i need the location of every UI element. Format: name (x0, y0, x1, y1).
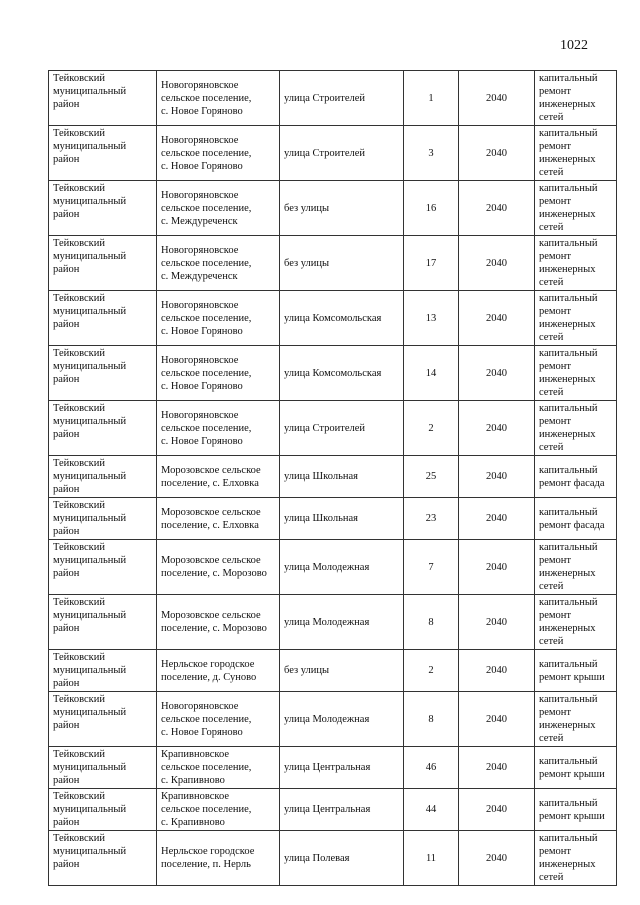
work-type-cell-line: сетей (539, 112, 564, 123)
year-cell: 2040 (459, 346, 535, 401)
house-number-cell: 46 (404, 747, 459, 789)
district-cell-line: муниципальный (53, 762, 127, 773)
settlement-cell-line: с. Новое Горяново (161, 325, 243, 337)
settlement-cell (157, 126, 280, 181)
work-type-cell-line: капитальный (539, 128, 598, 139)
settlement-cell (157, 831, 280, 886)
house-number-cell: 7 (404, 540, 459, 595)
district-cell-line: Тейковский (53, 791, 106, 802)
year-cell: 2040 (459, 692, 535, 747)
street-cell: улица Центральная (280, 789, 404, 831)
district-cell (49, 291, 157, 346)
work-type-cell-line: ремонт фасада (539, 477, 605, 489)
district-cell-line: Тейковский (53, 694, 106, 705)
district-cell-line: Тейковский (53, 500, 106, 511)
settlement-cell-line: Нерльское городское (161, 658, 255, 670)
street-cell: улица Центральная (280, 747, 404, 789)
work-type-cell (535, 126, 617, 181)
year-cell: 2040 (459, 595, 535, 650)
work-type-cell-line: капитальный (539, 833, 598, 844)
settlement-cell-line: сельское поселение, (161, 804, 252, 815)
district-cell-line: муниципальный (53, 251, 127, 262)
district-cell (49, 692, 157, 747)
work-type-cell (535, 831, 617, 886)
house-number-cell: 11 (404, 831, 459, 886)
year-cell: 2040 (459, 498, 535, 540)
work-type-cell-line: сетей (539, 167, 564, 178)
street-cell: без улицы (280, 236, 404, 291)
settlement-cell-line: поселение, с. Морозово (161, 568, 267, 579)
table-body (49, 71, 617, 886)
settlement-cell (157, 498, 280, 540)
work-type-cell-line: инженерных (539, 209, 596, 220)
settlement-cell-line: сельское поселение, (161, 257, 252, 269)
street-cell: улица Школьная (280, 498, 404, 540)
house-number-cell: 8 (404, 692, 459, 747)
district-cell-line: Тейковский (53, 403, 106, 414)
year-cell: 2040 (459, 291, 535, 346)
settlement-cell-line: с. Новое Горяново (161, 380, 243, 392)
settlement-cell-line: с. Междуреченск (161, 270, 238, 282)
house-number-cell: 2 (404, 650, 459, 692)
settlement-cell-line: сельское поселение, (161, 92, 252, 104)
year-cell: 2040 (459, 456, 535, 498)
district-cell (49, 498, 157, 540)
settlement-cell-line: сельское поселение, (161, 312, 252, 324)
house-number-cell: 8 (404, 595, 459, 650)
work-type-cell-line: капитальный (539, 73, 598, 84)
district-cell-line: муниципальный (53, 665, 127, 676)
settlement-cell-line: поселение, с. Елховка (161, 519, 259, 531)
district-cell (49, 346, 157, 401)
district-cell-line: Тейковский (53, 128, 106, 139)
work-type-cell (535, 401, 617, 456)
work-type-cell-line: ремонт крыши (539, 768, 605, 780)
street-cell: улица Полевая (280, 831, 404, 886)
work-type-cell-line: ремонт (539, 361, 572, 372)
settlement-cell-line: Морозовское сельское (161, 610, 261, 621)
settlement-cell (157, 456, 280, 498)
table-row (49, 692, 617, 747)
settlement-cell-line: Новогоряновское (161, 189, 239, 201)
work-type-cell-line: инженерных (539, 374, 596, 385)
work-type-cell-line: ремонт (539, 306, 572, 317)
settlement-cell-line: сельское поселение, (161, 713, 252, 725)
year-cell: 2040 (459, 747, 535, 789)
table-row (49, 71, 617, 126)
district-cell-line: район (53, 429, 80, 440)
district-cell-line: Тейковский (53, 238, 106, 249)
district-cell-line: муниципальный (53, 555, 127, 566)
house-number-cell: 3 (404, 126, 459, 181)
district-cell-line: Тейковский (53, 183, 106, 194)
street-cell: улица Строителей (280, 401, 404, 456)
work-type-cell-line: ремонт (539, 846, 572, 857)
settlement-cell-line: Морозовское сельское (161, 555, 261, 566)
settlement-cell-line: с. Новое Горяново (161, 160, 243, 172)
work-type-cell-line: ремонт крыши (539, 810, 605, 822)
house-number-cell: 2 (404, 401, 459, 456)
house-number-cell: 23 (404, 498, 459, 540)
district-cell-line: район (53, 678, 80, 689)
table-row (49, 595, 617, 650)
settlement-cell-line: сельское поселение, (161, 202, 252, 214)
district-cell-line: район (53, 209, 80, 220)
settlement-cell-line: с. Междуреченск (161, 215, 238, 227)
district-cell-line: Тейковский (53, 652, 106, 663)
work-type-cell-line: инженерных (539, 623, 596, 634)
work-type-cell-line: капитальный (539, 403, 598, 414)
district-cell-line: район (53, 99, 80, 110)
settlement-cell-line: с. Новое Горяново (161, 726, 243, 738)
settlement-cell-line: Новогоряновское (161, 354, 239, 366)
district-cell-line: Тейковский (53, 348, 106, 359)
house-number-cell: 17 (404, 236, 459, 291)
work-type-cell-line: ремонт (539, 555, 572, 566)
district-cell-line: район (53, 484, 80, 495)
work-type-cell-line: инженерных (539, 568, 596, 579)
work-type-cell-line: капитальный (539, 694, 598, 705)
work-type-cell (535, 747, 617, 789)
work-type-cell-line: капитальный (539, 755, 598, 767)
table-row (49, 181, 617, 236)
work-type-cell-line: капитальный (539, 797, 598, 809)
district-cell (49, 650, 157, 692)
district-cell-line: муниципальный (53, 86, 127, 97)
district-cell-line: муниципальный (53, 471, 127, 482)
house-number-cell: 16 (404, 181, 459, 236)
district-cell-line: район (53, 859, 80, 870)
work-type-cell (535, 71, 617, 126)
year-cell: 2040 (459, 789, 535, 831)
work-type-cell (535, 595, 617, 650)
year-cell: 2040 (459, 650, 535, 692)
work-type-cell-line: сетей (539, 442, 564, 453)
table-row (49, 747, 617, 789)
district-cell-line: Тейковский (53, 597, 106, 608)
work-type-cell-line: капитальный (539, 542, 598, 553)
work-type-cell-line: сетей (539, 387, 564, 398)
work-type-cell-line: капитальный (539, 464, 598, 476)
year-cell: 2040 (459, 831, 535, 886)
street-cell: без улицы (280, 650, 404, 692)
settlement-cell-line: сельское поселение, (161, 762, 252, 773)
settlement-cell-line: с. Крапивново (161, 775, 225, 786)
work-type-cell-line: капитальный (539, 597, 598, 608)
year-cell: 2040 (459, 236, 535, 291)
district-cell-line: муниципальный (53, 196, 127, 207)
settlement-cell (157, 71, 280, 126)
settlement-cell-line: Новогоряновское (161, 79, 239, 91)
district-cell-line: Тейковский (53, 458, 106, 469)
work-type-cell-line: сетей (539, 222, 564, 233)
district-cell-line: Тейковский (53, 73, 106, 84)
district-cell-line: муниципальный (53, 513, 127, 524)
house-number-cell: 14 (404, 346, 459, 401)
work-type-cell-line: инженерных (539, 859, 596, 870)
settlement-cell (157, 401, 280, 456)
street-cell: без улицы (280, 181, 404, 236)
work-type-cell-line: ремонт (539, 86, 572, 97)
district-cell-line: муниципальный (53, 416, 127, 427)
settlement-cell (157, 181, 280, 236)
district-cell (49, 236, 157, 291)
street-cell: улица Комсомольская (280, 291, 404, 346)
work-type-cell-line: сетей (539, 733, 564, 744)
settlement-cell-line: Новогоряновское (161, 700, 239, 712)
settlement-cell (157, 747, 280, 789)
district-cell-line: муниципальный (53, 141, 127, 152)
district-cell-line: муниципальный (53, 846, 127, 857)
work-type-cell-line: инженерных (539, 429, 596, 440)
settlement-cell-line: сельское поселение, (161, 147, 252, 159)
year-cell: 2040 (459, 401, 535, 456)
settlement-cell (157, 789, 280, 831)
settlement-cell-line: Морозовское сельское (161, 464, 261, 476)
district-cell (49, 831, 157, 886)
district-cell-line: Тейковский (53, 749, 106, 760)
settlement-cell-line: поселение, с. Елховка (161, 477, 259, 489)
work-type-cell-line: сетей (539, 277, 564, 288)
work-type-cell-line: ремонт крыши (539, 671, 605, 683)
district-cell-line: муниципальный (53, 306, 127, 317)
settlement-cell-line: с. Новое Горяново (161, 105, 243, 117)
district-cell-line: Тейковский (53, 293, 106, 304)
table-row (49, 401, 617, 456)
settlement-cell (157, 692, 280, 747)
district-cell (49, 71, 157, 126)
year-cell: 2040 (459, 71, 535, 126)
settlement-cell-line: Крапивновское (161, 791, 230, 802)
work-type-cell (535, 291, 617, 346)
work-type-cell-line: ремонт (539, 416, 572, 427)
table-row (49, 346, 617, 401)
table-row (49, 789, 617, 831)
settlement-cell-line: поселение, п. Нерль (161, 859, 251, 870)
work-type-cell-line: сетей (539, 872, 564, 883)
work-type-cell (535, 346, 617, 401)
settlement-cell-line: с. Крапивново (161, 817, 225, 828)
work-type-cell-line: капитальный (539, 183, 598, 194)
work-type-cell-line: капитальный (539, 238, 598, 249)
table-row (49, 236, 617, 291)
street-cell: улица Молодежная (280, 595, 404, 650)
work-type-cell-line: ремонт (539, 610, 572, 621)
work-type-cell (535, 236, 617, 291)
work-type-cell-line: инженерных (539, 319, 596, 330)
settlement-cell-line: сельское поселение, (161, 422, 252, 434)
year-cell: 2040 (459, 540, 535, 595)
street-cell: улица Молодежная (280, 540, 404, 595)
work-type-cell (535, 789, 617, 831)
house-number-cell: 25 (404, 456, 459, 498)
settlement-cell (157, 595, 280, 650)
settlement-cell-line: Новогоряновское (161, 244, 239, 256)
year-cell: 2040 (459, 181, 535, 236)
settlement-cell (157, 650, 280, 692)
district-cell-line: район (53, 623, 80, 634)
work-type-cell-line: ремонт (539, 196, 572, 207)
work-type-cell-line: ремонт фасада (539, 519, 605, 531)
district-cell (49, 181, 157, 236)
district-cell-line: район (53, 720, 80, 731)
year-cell: 2040 (459, 126, 535, 181)
settlement-cell (157, 346, 280, 401)
district-cell-line: Тейковский (53, 542, 106, 553)
settlement-cell-line: Новогоряновское (161, 134, 239, 146)
district-cell-line: муниципальный (53, 804, 127, 815)
settlement-cell-line: Новогоряновское (161, 299, 239, 311)
district-cell (49, 456, 157, 498)
district-cell-line: район (53, 154, 80, 165)
settlement-cell (157, 291, 280, 346)
district-cell-line: район (53, 264, 80, 275)
district-cell-line: район (53, 526, 80, 537)
work-type-cell-line: сетей (539, 636, 564, 647)
settlement-cell-line: Крапивновское (161, 749, 230, 760)
work-type-cell-line: сетей (539, 581, 564, 592)
settlement-cell-line: сельское поселение, (161, 367, 252, 379)
work-type-cell-line: инженерных (539, 154, 596, 165)
table-row (49, 540, 617, 595)
district-cell-line: район (53, 817, 80, 828)
settlement-cell-line: с. Новое Горяново (161, 435, 243, 447)
work-type-cell (535, 498, 617, 540)
settlement-cell-line: Нерльское городское (161, 846, 255, 857)
work-type-cell (535, 540, 617, 595)
work-type-cell-line: сетей (539, 332, 564, 343)
district-cell (49, 540, 157, 595)
page-number: 1022 (560, 38, 588, 53)
house-number-cell: 44 (404, 789, 459, 831)
work-type-cell-line: ремонт (539, 141, 572, 152)
district-cell-line: муниципальный (53, 707, 127, 718)
table-row (49, 831, 617, 886)
street-cell: улица Школьная (280, 456, 404, 498)
table-row (49, 498, 617, 540)
district-cell-line: район (53, 775, 80, 786)
district-cell-line: район (53, 568, 80, 579)
work-type-cell (535, 692, 617, 747)
district-cell-line: Тейковский (53, 833, 106, 844)
table-row (49, 456, 617, 498)
work-type-cell-line: капитальный (539, 293, 598, 304)
street-cell: улица Молодежная (280, 692, 404, 747)
work-type-cell-line: капитальный (539, 506, 598, 518)
district-cell (49, 747, 157, 789)
table-row (49, 126, 617, 181)
settlement-cell-line: Морозовское сельское (161, 506, 261, 518)
work-type-cell-line: капитальный (539, 658, 598, 670)
work-type-cell-line: инженерных (539, 264, 596, 275)
work-type-cell-line: ремонт (539, 251, 572, 262)
work-type-cell-line: инженерных (539, 720, 596, 731)
work-type-cell-line: инженерных (539, 99, 596, 110)
repair-schedule-table (48, 70, 617, 886)
street-cell: улица Строителей (280, 126, 404, 181)
work-type-cell (535, 650, 617, 692)
settlement-cell-line: поселение, с. Морозово (161, 623, 267, 634)
table-row (49, 650, 617, 692)
settlement-cell (157, 236, 280, 291)
table-row (49, 291, 617, 346)
street-cell: улица Комсомольская (280, 346, 404, 401)
settlement-cell (157, 540, 280, 595)
district-cell (49, 789, 157, 831)
house-number-cell: 1 (404, 71, 459, 126)
district-cell-line: район (53, 319, 80, 330)
street-cell: улица Строителей (280, 71, 404, 126)
district-cell-line: муниципальный (53, 361, 127, 372)
district-cell (49, 595, 157, 650)
settlement-cell-line: Новогоряновское (161, 409, 239, 421)
settlement-cell-line: поселение, д. Суново (161, 671, 257, 683)
district-cell (49, 126, 157, 181)
house-number-cell: 13 (404, 291, 459, 346)
district-cell-line: район (53, 374, 80, 385)
district-cell (49, 401, 157, 456)
work-type-cell (535, 181, 617, 236)
work-type-cell (535, 456, 617, 498)
district-cell-line: муниципальный (53, 610, 127, 621)
work-type-cell-line: капитальный (539, 348, 598, 359)
work-type-cell-line: ремонт (539, 707, 572, 718)
